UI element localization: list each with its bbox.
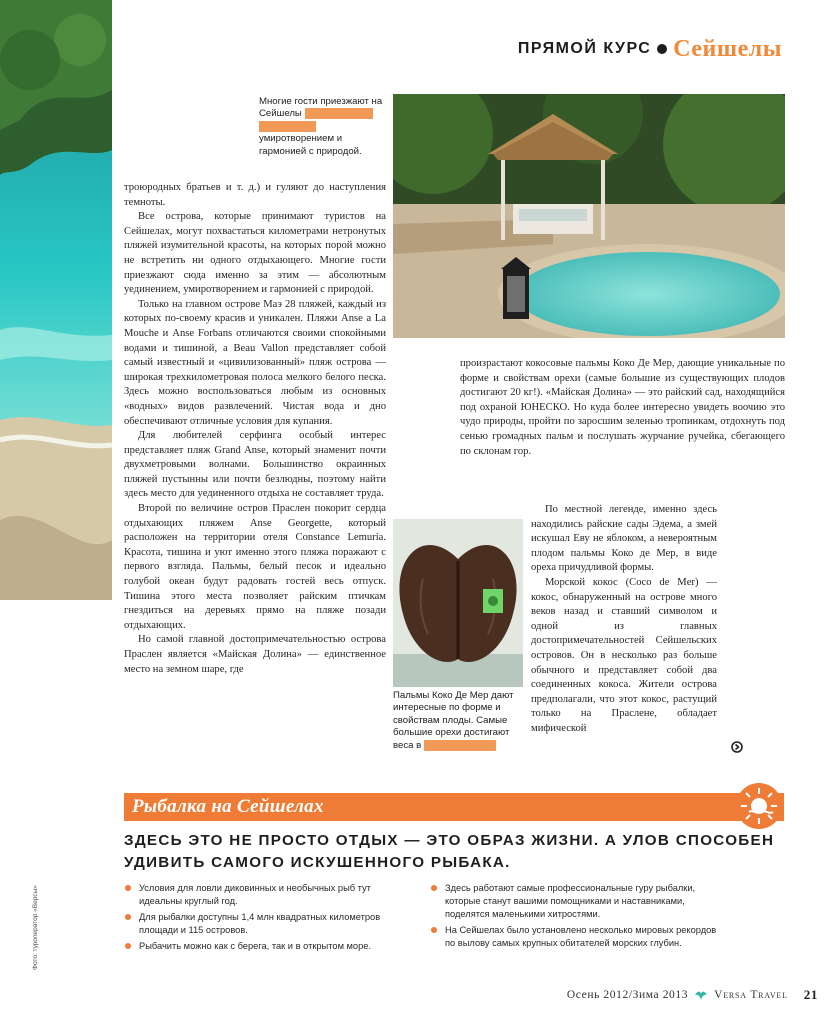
issue-label: Осень 2012/Зима 2013: [566, 989, 689, 1001]
beach-photo: [0, 0, 112, 600]
list-item: Условия для ловли диковинных и необычных рыб тут идеальны круглый год.: [124, 882, 414, 908]
photo-credit: [32, 860, 42, 970]
paragraph: Второй по величине остров Праслен покорит сердца отдыхающих пляжем Anse Georgette, который расположен на территории отеля Constance Lemuria. Красота, тишина и уют именно этого пляжа поражают с первого взгляда. Пальмы, белый песок и идеально голубой океан будут радовать гостей весь отпуск. Тишина этого места позволяет райским птичкам гнездиться на деревьях прямо на пляже позади отдыхающих.: [124, 503, 386, 631]
list-item: Здесь работают самые профессиональные гуру рыбалки, которые станут вашими помощниками и наставниками, поделятся маленькими хитростями.: [430, 882, 720, 921]
paragraph: троюродных братьев и т. д.) и гуляют до наступления темноты.: [124, 182, 386, 208]
paragraph: произрастают кокосовые пальмы Коко Де Мер, дающие уникальные по форме и свойствам орехи (самые большие из существующих плодов достигают 20 кг!). «Майская Долина» — это райский сад, находящийся под охраной ЮНЕСКО. Но куда более интересно увидеть воочию это чудо природы, пройти по заросшим зеленью тропинкам, отдохнуть под сенью громадных пальм и послушать журчание ручейка, сбегающего по склонам гор.: [460, 358, 785, 457]
bird-logo-icon: [694, 989, 708, 1001]
photo-caption-top: [259, 96, 383, 158]
photo-credit-text: Фото: туроператор «Версы»: [32, 885, 39, 970]
sun-emblem-icon: [735, 782, 783, 830]
paragraph: Для любителей серфинга особый интерес представляет пляж Grand Anse, который знаменит почти двухметровыми волнами. Большинство окраинных пляжей пустынны или почти безлюдны, поэтому найти здесь место для уединенного отдыха не составляет труда.: [124, 430, 386, 500]
section-title: Рыбалка на Сейшелах: [132, 796, 324, 817]
list-item: На Сейшелах было установлено несколько мировых рекордов по вылову самых крупных обитателей морских глубин.: [430, 924, 720, 950]
bullet-dot-icon: [657, 44, 667, 54]
paragraph: Но самой главной достопримечательностью острова Праслен является «Майская Долина» — единственное место на земном шаре, где: [124, 634, 386, 675]
paragraph: По местной легенде, именно здесь находились райские сады Эдема, а змей искушал Еву не яблоком, а невероятным плодом пальмы Коко де Мер, в виде ореха причудливой формы.: [531, 504, 717, 574]
section-lead: ЗДЕСЬ ЭТО НЕ ПРОСТО ОТДЫХ — ЭТО ОБРАЗ ЖИЗНИ. А УЛОВ СПОСОБЕН УДИВИТЬ САМОГО ИСКУШЕННОГО РЫБАКА.: [124, 832, 775, 871]
photo-caption-coco: [393, 690, 517, 752]
caption-highlight: 20 килограммов: [423, 739, 496, 751]
page-header: [518, 36, 782, 62]
caption-text: Пальмы Коко Де Мер дают интересные по форме и свойствам плоды. Самые большие орехи достигают веса в: [393, 690, 514, 751]
paragraph: Морской кокос (Coco de Mer) — кокос, обнаруженный на острове много веков назад и ставший символом и одной из главных достопримечательностей Сейшельских островов. Он в несколько раз больше обычного и представляет собой два соединенных кокоса. Жители острова предполагали, что этот кокос, растущий только на Праслене, обладает мифической: [531, 576, 717, 734]
page-footer: [567, 985, 818, 1005]
coco-de-mer-photo: [393, 519, 523, 687]
brand-label: Versa Travel: [714, 989, 788, 1001]
paragraph: Только на главном острове Маэ 28 пляжей, каждый из которых по-своему красив и уникален. Пляжи Anse a La Mouche и Anse Forbans отличаются своими спокойными водами и тишиной, а Beau Vallon представляет собой самый известный и «цивилизованный» пляж острова — широкая трехкилометровая полоса мелкого белого песка. Здесь можно воспользоваться любым из основных «водных» видов развлечений. Чистая вода и дно обеспечивают отличные условия для купания.: [124, 298, 386, 427]
pool-photo: [393, 94, 785, 338]
list-item: Рыбачить можно как с берега, так и в открытом море.: [124, 940, 414, 953]
article-column-3: [531, 503, 717, 737]
paragraph: Все острова, которые принимают туристов на Сейшелах, могут похвастаться километрами нетронутых пляжей изумительной красоты, на которых порой можно не встретить ни одного отдыхающего. Многие гости приезжают сюда именно за этим — абсолютным уединением, умиротворением и гармонией с природой.: [124, 211, 386, 296]
article-column-1: [124, 181, 386, 677]
article-column-2: [460, 357, 785, 459]
list-item: Для рыбалки доступны 1,4 млн квадратных километров площади и 115 островов.: [124, 911, 414, 937]
bullet-list-right: [430, 882, 720, 953]
bullet-list-left: [124, 882, 414, 956]
section-label: ПРЯМОЙ КУРС: [517, 40, 652, 57]
caption-text-end: умиротворением и гармонией с природой.: [259, 133, 362, 157]
caption-text: Многие гости приезжают на Сейшелы: [259, 96, 383, 120]
topic-label: Сейшелы: [673, 35, 782, 62]
page-number: 21: [803, 987, 818, 1002]
continue-arrow-icon: [731, 740, 743, 752]
caption-highlight: за абсолютным уединением,: [259, 108, 374, 132]
